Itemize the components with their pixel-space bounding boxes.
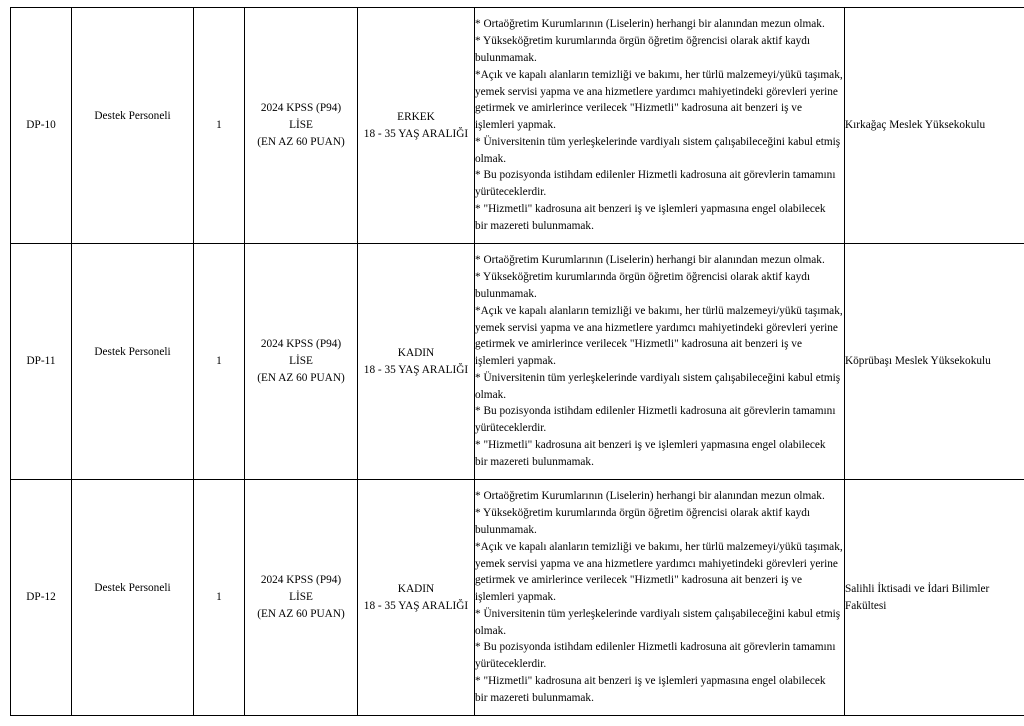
requirement-line: * Ortaöğretim Kurumlarının (Liselerin) herhangi bir alanından mezun olmak. (475, 18, 825, 31)
requirement-line: * Yükseköğretim kurumlarında örgün öğretim öğrencisi olarak aktif kaydı (475, 507, 811, 520)
exam-line: (EN AZ 60 PUAN) (257, 371, 345, 384)
unit-cell (845, 8, 1024, 244)
requirement-line: * Yükseköğretim kurumlarında örgün öğretim öğrencisi olarak aktif kaydı (475, 35, 811, 48)
requirement-line: *Açık ve kapalı alanların temizliği ve bakımı, her türlü malzemeyi/yükü taşımak, (475, 304, 843, 317)
exam-line: LİSE (289, 119, 313, 132)
position-title (72, 8, 194, 244)
positions-table-body (11, 8, 1024, 716)
requirements-cell (475, 8, 845, 244)
unit-line: Fakültesi (845, 599, 887, 612)
requirement-line: yürüteceklerdir. (475, 186, 547, 199)
requirement-line: * Ortaöğretim Kurumlarının (Liselerin) herhangi bir alanından mezun olmak. (475, 490, 825, 503)
requirement-line: işlemleri yapmak. (475, 355, 556, 368)
requirement-line: * "Hizmetli" kadrosuna ait benzeri iş ve işlemleri yapmasına engel olabilecek (475, 675, 826, 688)
requirement-line: yemek servisi yapma ve ana hizmetlere yardımcı mahiyetindeki görevleri yerine (475, 85, 838, 98)
requirement-line: * Bu pozisyonda istihdam edilenler Hizmetli kadrosuna ait görevlerin tamamını (475, 169, 836, 182)
requirement-line: olmak. (475, 624, 507, 637)
requirement-line: bir mazereti bulunmamak. (475, 219, 594, 232)
gender-age (358, 244, 475, 480)
requirement-line: yürüteceklerdir. (475, 658, 547, 671)
exam-requirement (245, 8, 358, 244)
requirement-line: * Üniversitenin tüm yerleşkelerinde vardiyalı sistem çalışabileceğini kabul etmiş (475, 371, 841, 384)
position-count: 1 (194, 480, 245, 716)
requirement-line: *Açık ve kapalı alanların temizliği ve bakımı, her türlü malzemeyi/yükü taşımak, (475, 540, 843, 553)
requirement-line: bulunmamak. (475, 51, 537, 64)
unit-line: Kırkağaç Meslek Yüksekokulu (845, 119, 986, 132)
position-code: DP-10 (11, 8, 72, 244)
requirement-line: *Açık ve kapalı alanların temizliği ve bakımı, her türlü malzemeyi/yükü taşımak, (475, 68, 843, 81)
table-row (11, 8, 1024, 244)
requirement-line: * Üniversitenin tüm yerleşkelerinde vardiyalı sistem çalışabileceğini kabul etmiş (475, 135, 841, 148)
requirement-line: bulunmamak. (475, 287, 537, 300)
requirement-line: * "Hizmetli" kadrosuna ait benzeri iş ve işlemleri yapmasına engel olabilecek (475, 203, 826, 216)
position-code: DP-12 (11, 480, 72, 716)
unit-cell (845, 480, 1024, 716)
exam-line: (EN AZ 60 PUAN) (257, 607, 345, 620)
position-title (72, 480, 194, 716)
position-title-text: Destek Personeli (94, 110, 171, 123)
requirement-line: olmak. (475, 388, 507, 401)
requirement-line: getirmek ve amirlerince verilecek "Hizmetli" kadrosuna ait benzeri iş ve (475, 102, 802, 115)
unit-line: Salihli İktisadi ve İdari Bilimler (845, 582, 990, 595)
requirement-line: bir mazereti bulunmamak. (475, 691, 594, 704)
requirements-cell (475, 480, 845, 716)
age-line: 18 - 35 YAŞ ARALIĞI (363, 599, 469, 612)
requirement-line: * Bu pozisyonda istihdam edilenler Hizmetli kadrosuna ait görevlerin tamamını (475, 405, 836, 418)
requirement-line: * Bu pozisyonda istihdam edilenler Hizmetli kadrosuna ait görevlerin tamamını (475, 641, 836, 654)
requirement-line: * Yükseköğretim kurumlarında örgün öğretim öğrencisi olarak aktif kaydı (475, 271, 811, 284)
requirement-line: yemek servisi yapma ve ana hizmetlere yardımcı mahiyetindeki görevleri yerine (475, 557, 838, 570)
exam-line: LİSE (289, 591, 313, 604)
requirement-line: * Üniversitenin tüm yerleşkelerinde vardiyalı sistem çalışabileceğini kabul etmiş (475, 607, 841, 620)
gender-line: KADIN (397, 582, 435, 595)
gender-line: KADIN (397, 346, 435, 359)
requirement-line: getirmek ve amirlerince verilecek "Hizmetli" kadrosuna ait benzeri iş ve (475, 574, 802, 587)
gender-age (358, 8, 475, 244)
exam-line: (EN AZ 60 PUAN) (257, 135, 345, 148)
unit-cell (845, 244, 1024, 480)
requirement-line: işlemleri yapmak. (475, 119, 556, 132)
position-title (72, 244, 194, 480)
gender-age (358, 480, 475, 716)
position-title-text: Destek Personeli (94, 346, 171, 359)
position-count: 1 (194, 244, 245, 480)
requirement-line: * Ortaöğretim Kurumlarının (Liselerin) herhangi bir alanından mezun olmak. (475, 254, 825, 267)
requirements-cell (475, 244, 845, 480)
unit-line: Köprübaşı Meslek Yüksekokulu (845, 355, 991, 368)
position-title-text: Destek Personeli (94, 582, 171, 595)
requirement-line: olmak. (475, 152, 507, 165)
table-row (11, 480, 1024, 716)
exam-requirement (245, 480, 358, 716)
requirement-line: yürüteceklerdir. (475, 422, 547, 435)
requirement-line: * "Hizmetli" kadrosuna ait benzeri iş ve işlemleri yapmasına engel olabilecek (475, 439, 826, 452)
exam-line: 2024 KPSS (P94) (260, 574, 342, 587)
requirement-line: getirmek ve amirlerince verilecek "Hizmetli" kadrosuna ait benzeri iş ve (475, 338, 802, 351)
exam-line: 2024 KPSS (P94) (260, 102, 342, 115)
age-line: 18 - 35 YAŞ ARALIĞI (363, 127, 469, 140)
requirement-line: bulunmamak. (475, 523, 537, 536)
exam-requirement (245, 244, 358, 480)
positions-table (10, 7, 1024, 716)
position-count: 1 (194, 8, 245, 244)
requirement-line: işlemleri yapmak. (475, 591, 556, 604)
requirement-line: yemek servisi yapma ve ana hizmetlere yardımcı mahiyetindeki görevleri yerine (475, 321, 838, 334)
table-row (11, 244, 1024, 480)
exam-line: 2024 KPSS (P94) (260, 338, 342, 351)
age-line: 18 - 35 YAŞ ARALIĞI (363, 363, 469, 376)
gender-line: ERKEK (397, 110, 435, 123)
position-code: DP-11 (11, 244, 72, 480)
requirement-line: bir mazereti bulunmamak. (475, 455, 594, 468)
exam-line: LİSE (289, 355, 313, 368)
